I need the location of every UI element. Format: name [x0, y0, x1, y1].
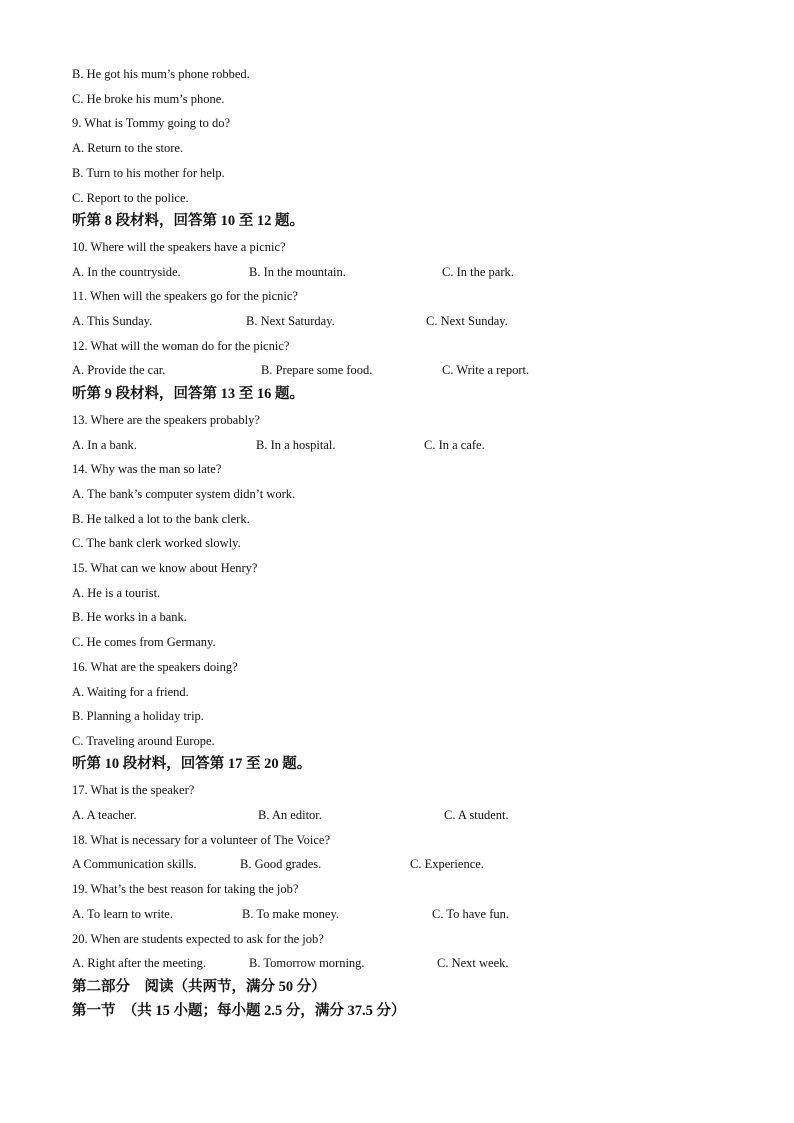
question-line: 17. What is the speaker? — [72, 783, 195, 797]
option-b: B. Tomorrow morning. — [249, 956, 365, 970]
option-line: B. He got his mum’s phone robbed. — [72, 67, 250, 81]
option-b: B. Next Saturday. — [246, 314, 335, 328]
option-line: A. Waiting for a friend. — [72, 685, 189, 699]
option-c: C. Write a report. — [442, 363, 530, 377]
option-line: C. Report to the police. — [72, 191, 189, 205]
part-heading: 第二部分 阅读（共两节，满分 50 分） — [72, 979, 326, 995]
question-line: 13. Where are the speakers probably? — [72, 413, 260, 427]
option-line: B. He talked a lot to the bank clerk. — [72, 512, 250, 526]
option-c: C. Experience. — [410, 857, 484, 871]
option-a: A. To learn to write. — [72, 907, 173, 921]
question-line: 15. What can we know about Henry? — [72, 561, 258, 575]
section-subheading: 第一节 （共 15 小题；每小题 2.5 分，满分 37.5 分） — [72, 1003, 406, 1019]
option-line: A. He is a tourist. — [72, 586, 161, 600]
option-c: C. Next week. — [437, 956, 509, 970]
option-c: C. Next Sunday. — [426, 314, 508, 328]
option-a: A. In a bank. — [72, 438, 137, 452]
option-b: B. Good grades. — [240, 857, 322, 871]
option-a: A. This Sunday. — [72, 314, 153, 328]
option-c: C. In the park. — [442, 265, 514, 279]
option-a: A. Right after the meeting. — [72, 956, 206, 970]
option-a: A. A teacher. — [72, 808, 137, 822]
question-line: 14. Why was the man so late? — [72, 462, 222, 476]
option-line: A. Return to the store. — [72, 141, 184, 155]
option-line: C. The bank clerk worked slowly. — [72, 536, 241, 550]
question-line: 16. What are the speakers doing? — [72, 660, 238, 674]
option-b: B. In a hospital. — [256, 438, 336, 452]
question-line: 18. What is necessary for a volunteer of The Voice? — [72, 833, 331, 847]
section-heading: 听第 9 段材料，回答第 13 至 16 题。 — [72, 386, 304, 402]
option-line: B. Planning a holiday trip. — [72, 709, 204, 723]
question-line: 11. When will the speakers go for the picnic? — [72, 289, 298, 303]
question-line: 10. Where will the speakers have a picnic? — [72, 240, 286, 254]
option-b: B. An editor. — [258, 808, 322, 822]
option-b: B. To make money. — [242, 907, 340, 921]
section-heading: 听第 10 段材料，回答第 17 至 20 题。 — [72, 756, 312, 772]
option-c: C. A student. — [444, 808, 509, 822]
option-line: B. He works in a bank. — [72, 610, 187, 624]
question-line: 20. When are students expected to ask for the job? — [72, 932, 324, 946]
option-line: C. He broke his mum’s phone. — [72, 92, 225, 106]
question-line: 12. What will the woman do for the picnic? — [72, 339, 290, 353]
option-a: A. In the countryside. — [72, 265, 181, 279]
option-b: B. Prepare some food. — [261, 363, 373, 377]
question-line: 19. What’s the best reason for taking the job? — [72, 882, 299, 896]
option-c: C. To have fun. — [432, 907, 510, 921]
option-line: C. Traveling around Europe. — [72, 734, 215, 748]
option-a: A. Provide the car. — [72, 363, 166, 377]
option-line: C. He comes from Germany. — [72, 635, 216, 649]
option-line: B. Turn to his mother for help. — [72, 166, 225, 180]
option-a: A Communication skills. — [72, 857, 197, 871]
option-c: C. In a cafe. — [424, 438, 485, 452]
section-heading: 听第 8 段材料，回答第 10 至 12 题。 — [72, 213, 304, 229]
question-line: 9. What is Tommy going to do? — [72, 116, 231, 130]
option-b: B. In the mountain. — [249, 265, 346, 279]
option-line: A. The bank’s computer system didn’t work. — [72, 487, 296, 501]
